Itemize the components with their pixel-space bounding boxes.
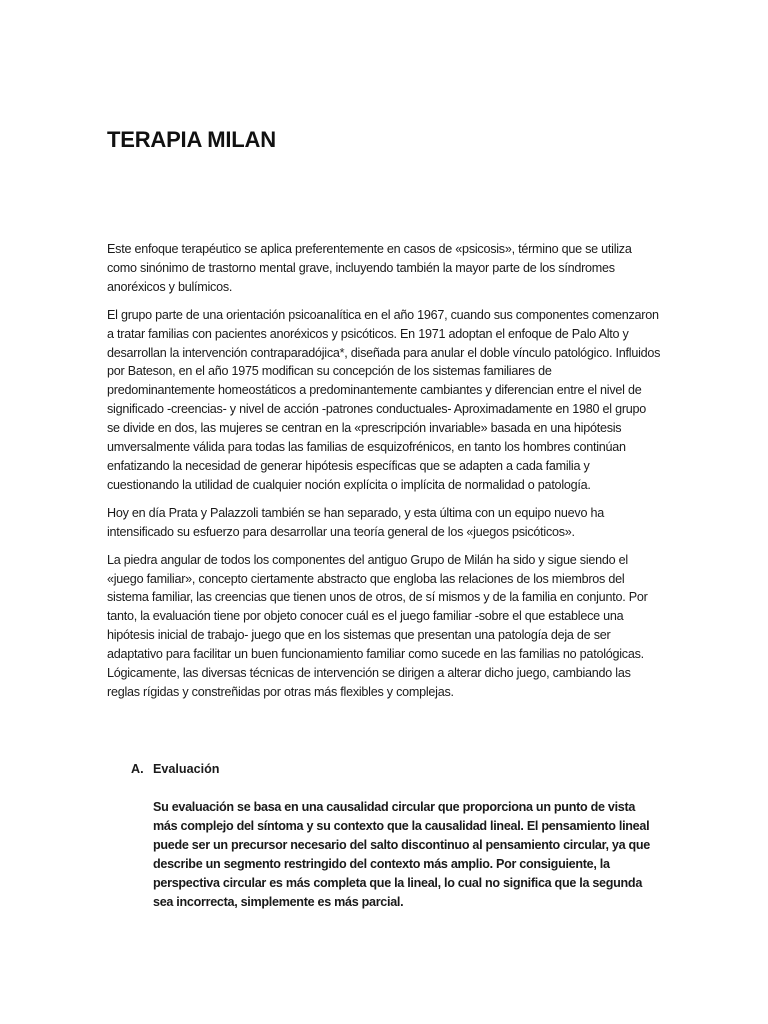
section-evaluation xyxy=(131,760,662,911)
section-heading-label: Evaluación xyxy=(153,762,220,776)
document-body xyxy=(107,240,662,711)
document-title: TERAPIA MILAN xyxy=(107,127,276,152)
section-letter: A. xyxy=(131,762,144,776)
paragraph-history: El grupo parte de una orientación psicoanalítica en el año 1967, cuando sus componentes comenzaron a tratar familias con pacientes anoréxicos y psicóticos. En 1971 adoptan el enfoque de Palo Alto y desarrollan la intervención contraparadójica*, diseñada para anular el doble vínculo patológico. Influidos por Bateson, en el año 1975 modifican su concepción de los sistemas familiares de predominantemente homeostáticos a predominantemente cambiantes y diferencian entre el nivel de significado -creencias- y nivel de acción -patrones conductuales- Aproximadamente en 1980 el grupo se divide en dos, las mujeres se centran en la «prescripción invariable» basada en una hipótesis umversalmente válida para todas las familias de esquizofrénicos, en tanto los hombres continúan enfatizando la necesidad de generar hipótesis específicas que se adapten a cada familia y cuestionando la utilidad de cualquier noción explícita o implícita de normalidad o patología. xyxy=(107,307,661,492)
paragraph-intro: Este enfoque terapéutico se aplica preferentemente en casos de «psicosis», término que se utiliza como sinónimo de trastorno mental grave, incluyendo también la mayor parte de los síndromes anoréxicos y bulímicos. xyxy=(107,242,632,294)
paragraph-family-game: La piedra angular de todos los componentes del antiguo Grupo de Milán ha sido y sigue siendo el «juego familiar», concepto ciertamente abstracto que engloba las relaciones de los miembros del sistema familiar, las creencias que tienen unos de otros, de sí mismos y de la familia en conjunto. Por tanto, la evaluación tiene por objeto conocer cuál es el juego familiar -sobre el que establece una hipótesis inicial de trabajo- juego que en los sistemas que presentan una patología deja de ser adaptativo para facilitar un buen funcionamiento familiar como sucede en las familias no patológicas. Lógicamente, las diversas técnicas de intervención se dirigen a alterar dicho juego, cambiando las reglas rígidas y constreñidas por otras más flexibles y complejas. xyxy=(107,552,648,699)
section-paragraph: Su evaluación se basa en una causalidad circular que proporciona un punto de vista más complejo del síntoma y su contexto que la causalidad lineal. El pensamiento lineal puede ser un precursor necesario del salto discontinuo al pensamiento circular, ya que describe un segmento restringido del contexto más amplio. Por consiguiente, la perspectiva circular es más completa que la lineal, lo cual no significa que la segunda sea incorrecta, simplemente es más parcial. xyxy=(153,800,651,909)
section-heading xyxy=(131,760,662,779)
paragraph-current: Hoy en día Prata y Palazzoli también se han separado, y esta última con un equipo nuevo ha intensificado su esfuerzo para desarrollar una teoría general de los «juegos psicóticos». xyxy=(107,505,604,539)
